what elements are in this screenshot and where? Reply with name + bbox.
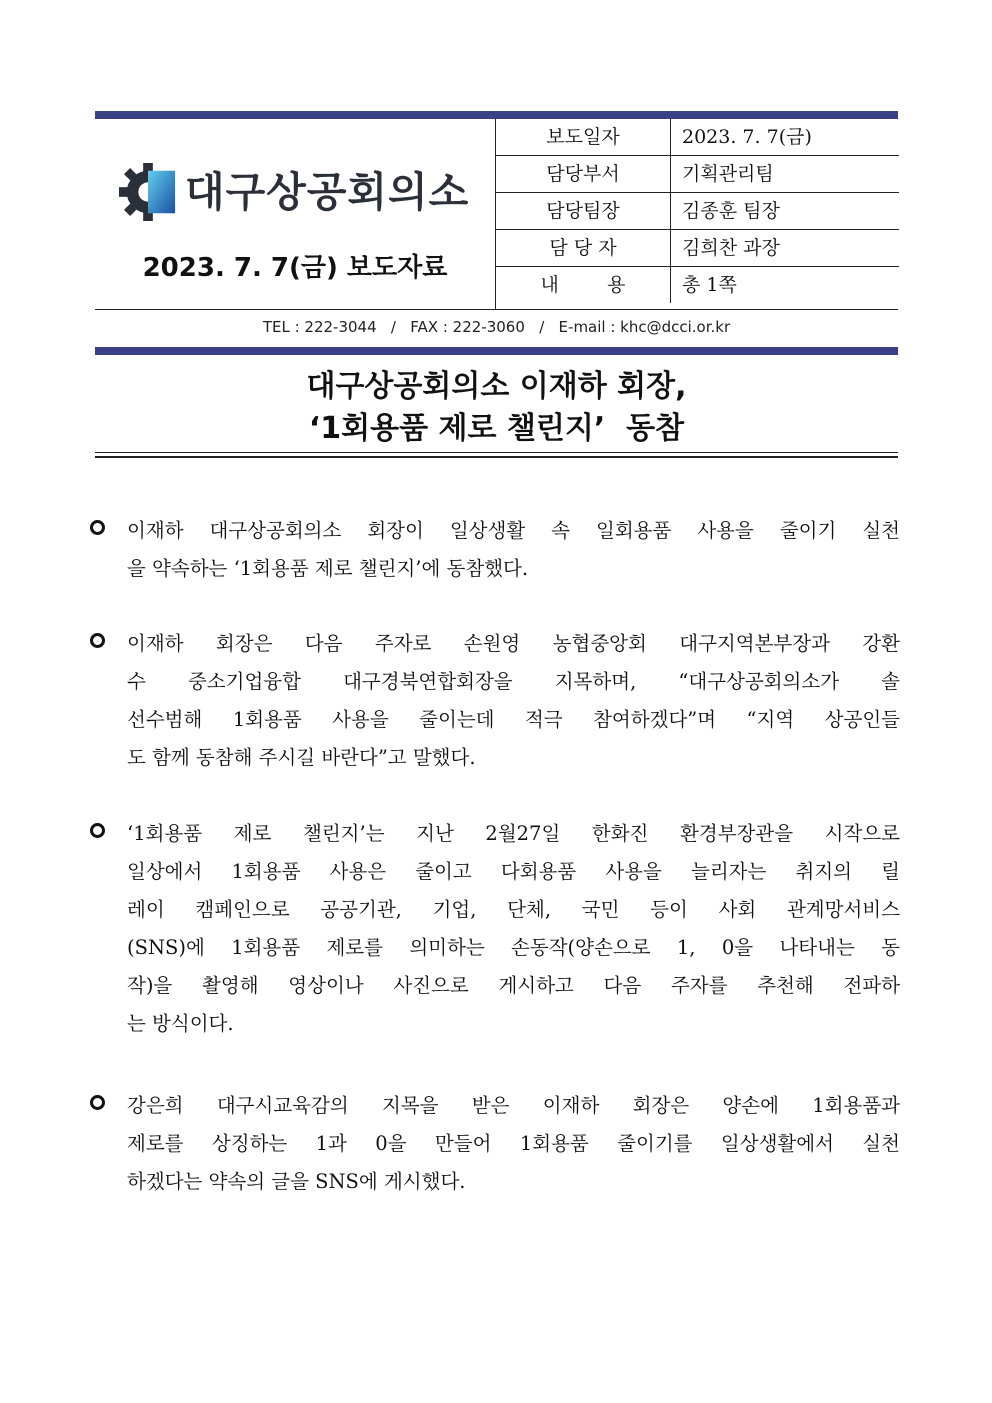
release-info-table bbox=[495, 119, 899, 309]
info-row bbox=[496, 230, 899, 267]
bullet-circle-icon bbox=[90, 520, 105, 535]
chamber-logo-icon bbox=[119, 163, 177, 221]
paragraph-line: 강은희 대구시교육감의 지목을 받은 이재하 회장은 양손에 1회용품과 bbox=[127, 1094, 900, 1117]
info-row bbox=[496, 193, 899, 230]
paragraph-line: 일상에서 1회용품 사용은 줄이고 다회용품 사용을 늘리자는 취지의 릴 bbox=[127, 860, 900, 883]
logo-area bbox=[95, 119, 495, 283]
paragraph-line: (SNS)에 1회용품 제로를 의미하는 손동작(양손으로 1, 0을 나타내는 동 bbox=[127, 936, 900, 959]
info-row bbox=[496, 267, 899, 303]
info-row bbox=[496, 156, 899, 193]
paragraph-line: ‘1회용품 제로 챌린지’는 지난 2월27일 한화진 환경부장관을 시작으로 bbox=[127, 822, 900, 845]
header-top-bar bbox=[95, 111, 898, 119]
headline-rule bbox=[95, 452, 898, 458]
bullet-circle-icon bbox=[90, 1095, 105, 1110]
paragraph-line: 선수범해 1회용품 사용을 줄이는데 적극 참여하겠다”며 “지역 상공인들 bbox=[127, 708, 900, 731]
info-value: 총 1쪽 bbox=[682, 274, 737, 296]
paragraph-line: 작)을 촬영해 영상이나 사진으로 게시하고 다음 주자를 추천해 전파하 bbox=[127, 974, 900, 997]
info-label: 담당팀장 bbox=[496, 193, 671, 229]
paragraph-line: 이재하 회장은 다음 주자로 손원영 농협중앙회 대구지역본부장과 강환 bbox=[127, 632, 900, 655]
paragraph-line: 수 중소기업융합 대구경북연합회장을 지목하며, “대구상공회의소가 솔 bbox=[127, 670, 900, 693]
contact-line bbox=[95, 309, 898, 346]
bullet-circle-icon bbox=[90, 823, 105, 838]
info-label: 내 용 bbox=[496, 267, 671, 303]
headline-line-2: ‘1회용품 제로 챌린지’ 동참 bbox=[308, 411, 685, 446]
info-value: 기획관리팀 bbox=[682, 163, 774, 185]
info-value: 2023. 7. 7(금) bbox=[682, 126, 812, 148]
logo-text: 대구상공회의소 bbox=[185, 168, 470, 216]
info-value: 김희찬 과장 bbox=[682, 237, 780, 259]
paragraph-line: 을 약속하는 ‘1회용품 제로 챌린지’에 동참했다. bbox=[127, 557, 529, 580]
paragraph-lines bbox=[127, 512, 900, 588]
info-label: 보도일자 bbox=[496, 119, 671, 155]
paragraph-line: 레이 캠페인으로 공공기관, 기업, 단체, 국민 등이 사회 관계망서비스 bbox=[127, 898, 900, 921]
info-value: 김종훈 팀장 bbox=[682, 200, 780, 222]
paragraph-lines bbox=[127, 625, 900, 777]
contact-text: TEL : 222-3044 / FAX : 222-3060 / E-mail : khc@dcci.or.kr bbox=[262, 318, 731, 336]
headline-line-1: 대구상공회의소 이재하 회장, bbox=[306, 369, 687, 404]
paragraph-lines bbox=[127, 815, 900, 1043]
info-row bbox=[496, 119, 899, 156]
info-label: 담당부서 bbox=[496, 156, 671, 192]
bullet-circle-icon bbox=[90, 633, 105, 648]
paragraph-line: 제로를 상징하는 1과 0을 만들어 1회용품 줄이기를 일상생활에서 실천 bbox=[127, 1132, 900, 1155]
paragraph-line: 이재하 대구상공회의소 회장이 일상생활 속 일회용품 사용을 줄이기 실천 bbox=[127, 519, 900, 542]
header-bottom-bar bbox=[95, 347, 898, 355]
paragraph-line: 는 방식이다. bbox=[127, 1012, 234, 1035]
release-date-title: 2023. 7. 7(금) 보도자료 bbox=[142, 253, 448, 283]
info-label: 담 당 자 bbox=[496, 230, 671, 266]
paragraph-line: 도 함께 동참해 주시길 바란다”고 말했다. bbox=[127, 746, 476, 769]
press-release-header bbox=[95, 119, 898, 309]
paragraph-line: 하겠다는 약속의 글을 SNS에 게시했다. bbox=[127, 1170, 466, 1193]
headline bbox=[95, 366, 898, 450]
paragraph-lines bbox=[127, 1087, 900, 1201]
